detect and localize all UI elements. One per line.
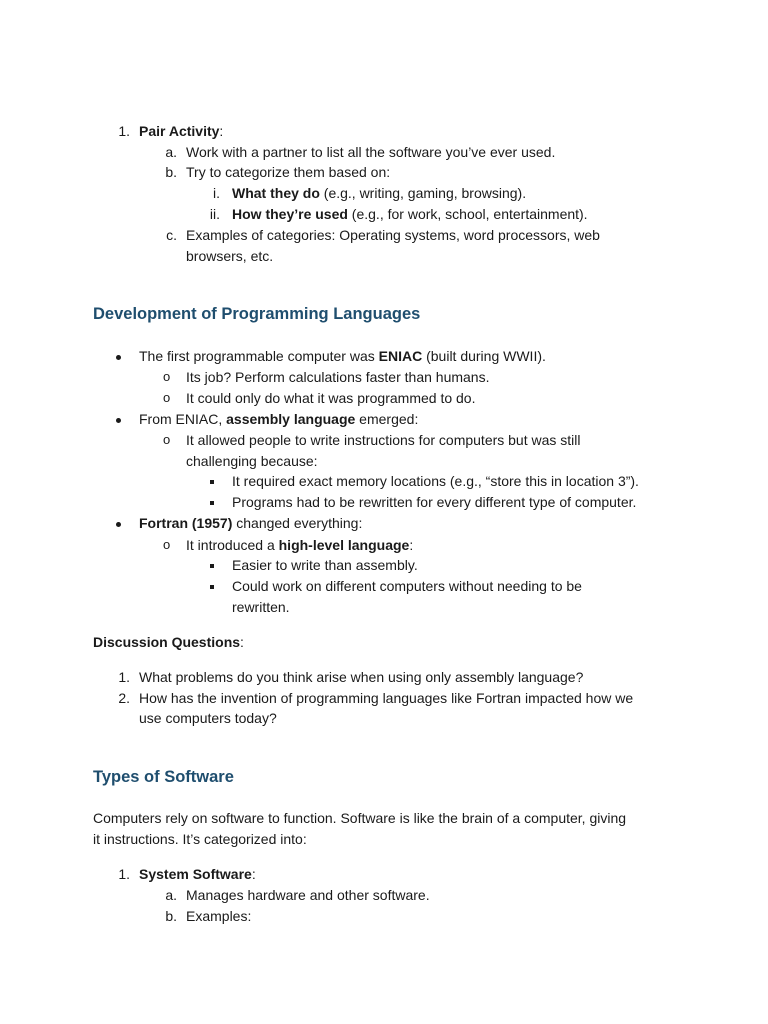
bullet-dot-icon [116,346,121,366]
bullet-square-icon [210,492,214,512]
sub-bullet-item: Its job? Perform calculations faster than humans. [186,369,490,385]
bullet-item: From ENIAC, assembly language emerged: [139,411,419,427]
bullet-square-icon [210,555,214,575]
list-item: Examples of categories: Operating systems, word processors, web [186,227,600,243]
sub-sub-bullet-item: It required exact memory locations (e.g., “store this in location 3”). [232,473,639,489]
list-item: What they do (e.g., writing, gaming, browsing). [232,185,527,201]
pair-activity-title: Pair Activity: [139,123,224,139]
bullet-item: Fortran (1957) changed everything: [139,515,363,531]
bullet-circle-icon: o [163,537,171,552]
list-letter: c. [166,227,177,243]
bullet-item: The first programmable computer was ENIAC (built during WWII). [139,348,546,364]
section-heading-development: Development of Programming Languages [93,305,421,323]
list-letter: b. [165,908,177,924]
bullet-circle-icon: o [163,390,171,405]
bullet-circle-icon: o [163,432,171,447]
sub-sub-bullet-continuation: rewritten. [232,599,290,615]
bullet-square-icon [210,471,214,491]
list-item: Try to categorize them based on: [186,164,391,180]
sub-bullet-item: It introduced a high-level language: [186,537,414,553]
discussion-question-continuation: use computers today? [139,710,277,726]
sub-bullet-item: It allowed people to write instructions for computers but was still [186,432,581,448]
discussion-question: How has the invention of programming languages like Fortran impacted how we [139,690,634,706]
sub-sub-bullet-item: Programs had to be rewritten for every different type of computer. [232,494,637,510]
sub-sub-bullet-item: Could work on different computers without needing to be [232,578,582,594]
list-number: 1. [118,866,130,882]
sub-sub-bullet-item: Easier to write than assembly. [232,557,418,573]
discussion-question: What problems do you think arise when using only assembly language? [139,669,584,685]
list-number: 1. [118,669,130,685]
bullet-dot-icon [116,513,121,533]
list-number: 2. [118,690,130,706]
sub-bullet-continuation: challenging because: [186,453,318,469]
list-item: Examples: [186,908,252,924]
list-number: 1. [118,123,130,139]
paragraph-continuation: it instructions. It’s categorized into: [93,831,307,847]
sub-bullet-item: It could only do what it was programmed to do. [186,390,476,406]
list-letter: a. [165,887,177,903]
section-heading-types: Types of Software [93,768,234,786]
list-item: Work with a partner to list all the software you’ve ever used. [186,144,556,160]
bullet-dot-icon [116,409,121,429]
bullet-circle-icon: o [163,369,171,384]
list-roman: i. [213,185,220,201]
paragraph: Computers rely on software to function. Software is like the brain of a computer, giving [93,810,627,826]
discussion-title: Discussion Questions: [93,634,244,650]
bullet-square-icon [210,576,214,596]
list-letter: b. [165,164,177,180]
list-item-continuation: browsers, etc. [186,248,274,264]
system-software-title: System Software: [139,866,256,882]
list-item: Manages hardware and other software. [186,887,430,903]
list-item: How they’re used (e.g., for work, school, entertainment). [232,206,588,222]
list-roman: ii. [209,206,220,222]
list-letter: a. [165,144,177,160]
